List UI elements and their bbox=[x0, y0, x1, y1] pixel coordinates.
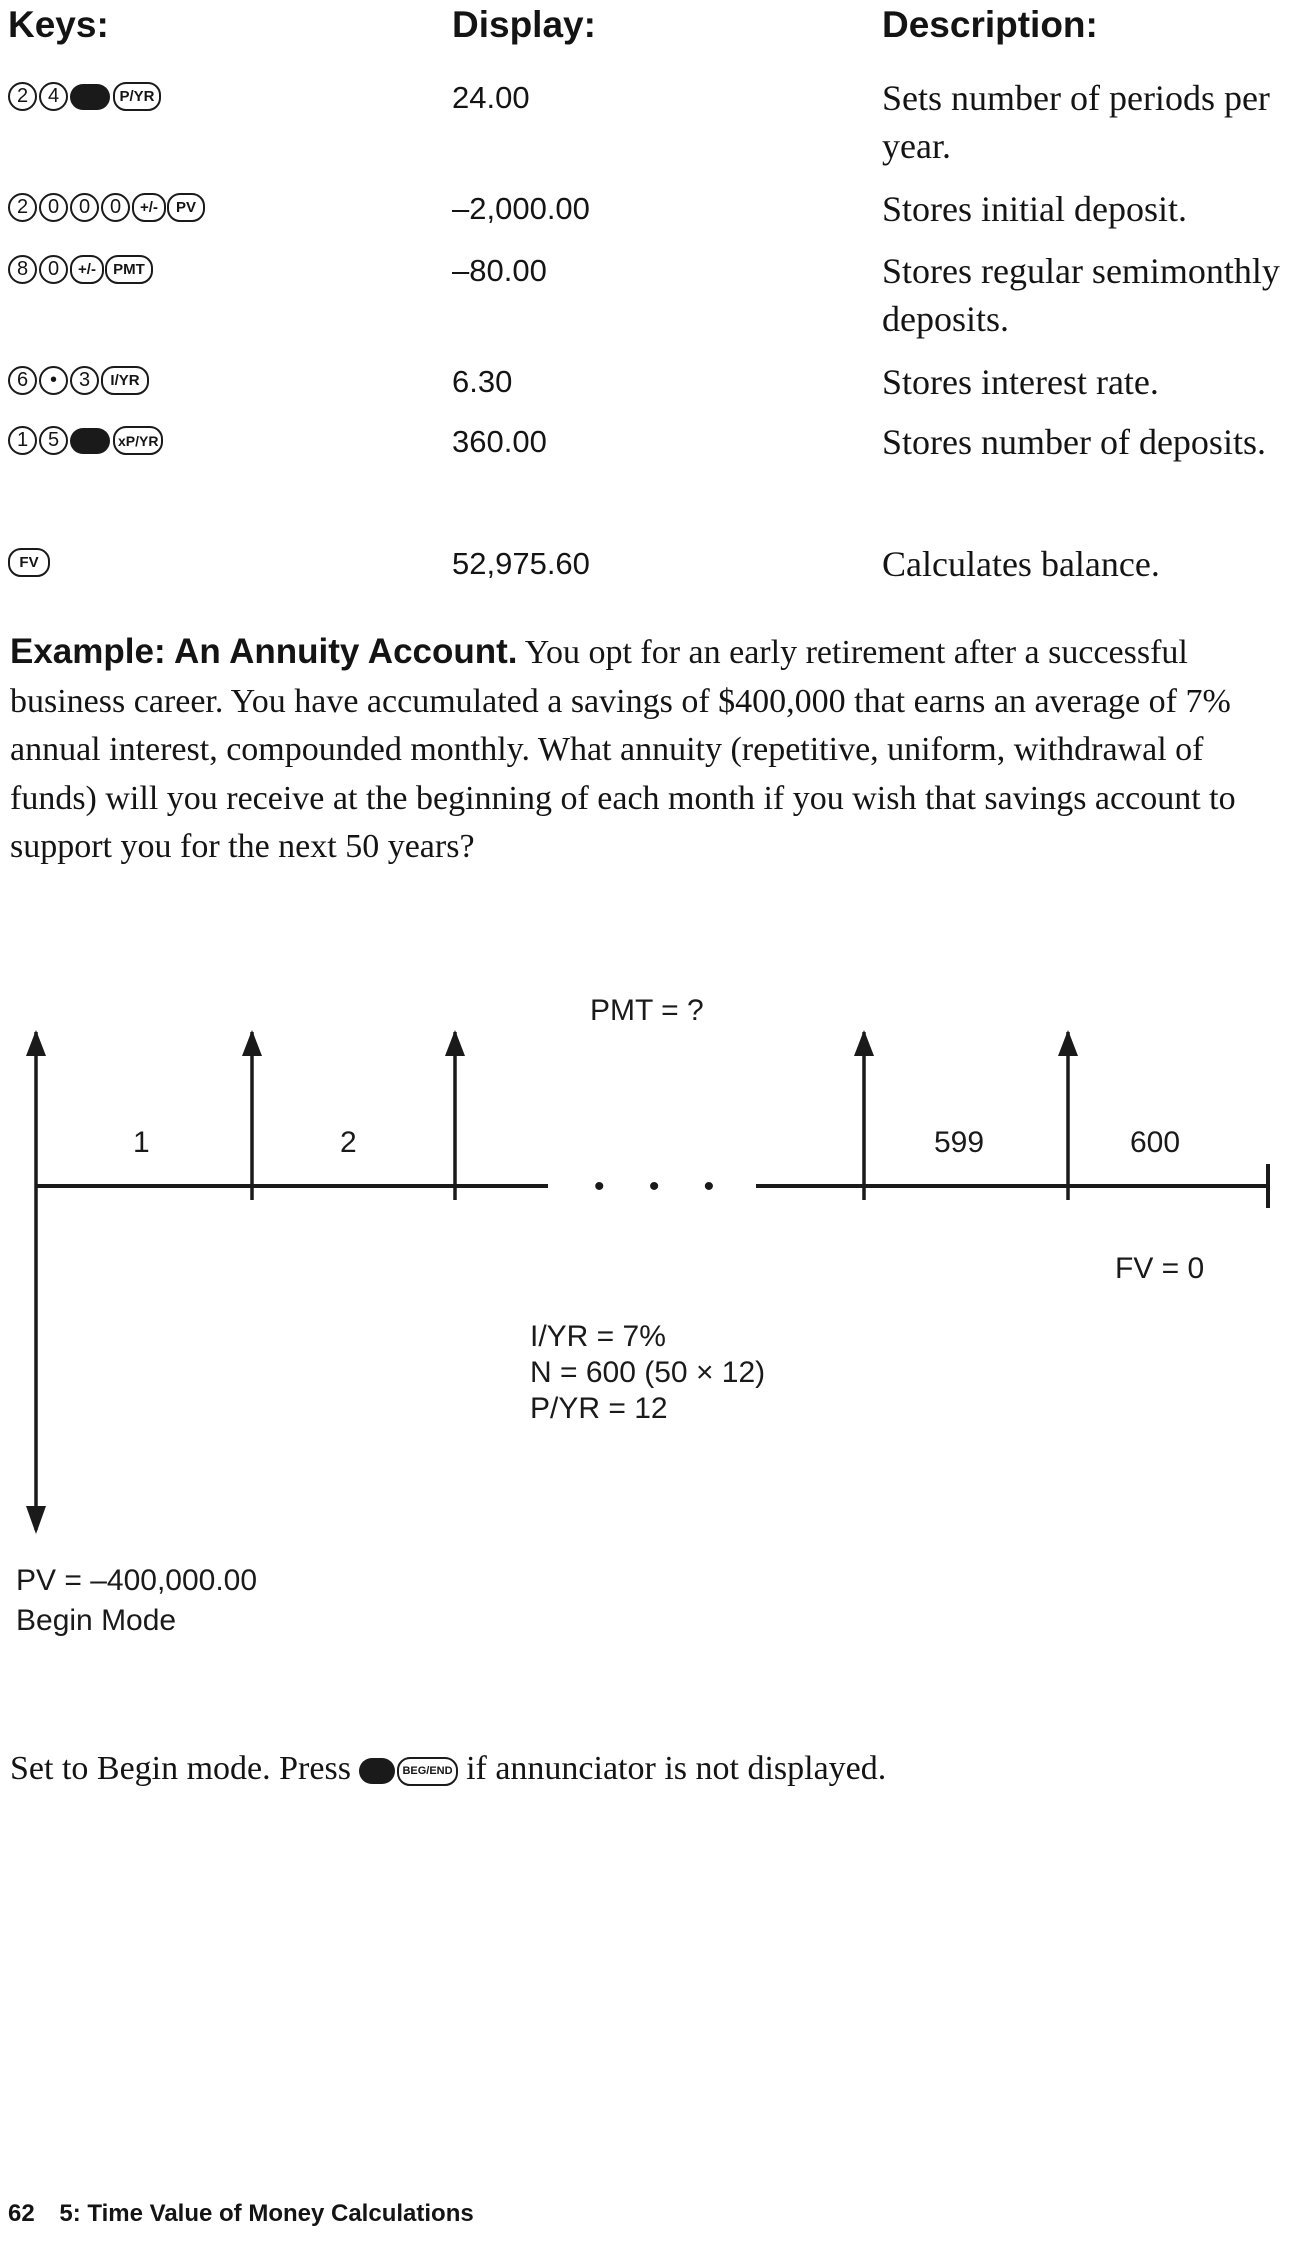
key-iyr: I/YR bbox=[101, 366, 149, 395]
payment-arrows bbox=[26, 1030, 1078, 1200]
key-fv: FV bbox=[8, 548, 50, 577]
arrow-head bbox=[445, 1030, 465, 1056]
example-title: Example: An Annuity Account. bbox=[10, 632, 518, 671]
page-number: 62 bbox=[8, 2200, 35, 2227]
key-xpyr: xP/YR bbox=[113, 426, 163, 455]
display-value: 24.00 bbox=[452, 80, 530, 115]
key-2: 2 bbox=[8, 82, 37, 111]
shift-key bbox=[70, 84, 110, 110]
param-pyr: P/YR = 12 bbox=[530, 1392, 668, 1425]
display-value: 360.00 bbox=[452, 424, 547, 459]
arrow-head bbox=[242, 1030, 262, 1056]
key-pmt: PMT bbox=[105, 255, 153, 284]
key-0: 0 bbox=[39, 193, 68, 222]
description-text: Calculates balance. bbox=[882, 544, 1160, 584]
display-header: Display: bbox=[452, 4, 596, 45]
pmt-label: PMT = ? bbox=[590, 994, 704, 1027]
key-6: 6 bbox=[8, 366, 37, 395]
key-0: 0 bbox=[70, 193, 99, 222]
shift-key bbox=[70, 428, 110, 454]
key-sequence bbox=[8, 255, 153, 284]
mode-label: Begin Mode bbox=[16, 1604, 177, 1637]
pv-arrow bbox=[26, 1186, 46, 1534]
display-value: 6.30 bbox=[452, 364, 513, 399]
param-iyr: I/YR = 7% bbox=[530, 1320, 666, 1353]
display-value: –80.00 bbox=[452, 253, 547, 288]
key-change-sign: +/- bbox=[132, 193, 166, 222]
example-paragraph bbox=[10, 628, 1295, 872]
key-beg-end: BEG/END bbox=[397, 1757, 457, 1786]
description-text: Stores interest rate. bbox=[882, 362, 1159, 402]
key-pv: PV bbox=[167, 193, 205, 222]
key-decimal: • bbox=[39, 366, 68, 395]
chapter-title: 5: Time Value of Money Calculations bbox=[59, 2200, 474, 2227]
key-0: 0 bbox=[39, 255, 68, 284]
shift-key bbox=[359, 1758, 395, 1784]
display-value: –2,000.00 bbox=[452, 191, 590, 226]
period-label: 600 bbox=[1130, 1126, 1181, 1159]
keys-header: Keys: bbox=[8, 4, 109, 45]
description-header: Description: bbox=[882, 4, 1098, 45]
key-sequence bbox=[8, 193, 205, 222]
pv-label: PV = –400,000.00 bbox=[16, 1564, 258, 1597]
key-0: 0 bbox=[101, 193, 130, 222]
key-sequence bbox=[8, 366, 149, 395]
key-8: 8 bbox=[8, 255, 37, 284]
period-label: 2 bbox=[340, 1126, 357, 1159]
ellipsis: • • • bbox=[594, 1170, 733, 1203]
note-text-after: if annunciator is not displayed. bbox=[466, 1750, 887, 1787]
description-text: Sets number of periods per year. bbox=[882, 78, 1270, 166]
page-footer bbox=[8, 2200, 474, 2228]
note-text-before: Set to Begin mode. Press bbox=[10, 1750, 351, 1787]
key-change-sign: +/- bbox=[70, 255, 104, 284]
key-sequence bbox=[8, 82, 161, 111]
key-sequence bbox=[8, 426, 163, 455]
description-text: Stores initial deposit. bbox=[882, 189, 1187, 229]
cash-flow-diagram bbox=[0, 990, 1300, 1640]
key-4: 4 bbox=[39, 82, 68, 111]
description-text: Stores regular semimonthly deposits. bbox=[882, 251, 1280, 339]
key-5: 5 bbox=[39, 426, 68, 455]
key-pyr: P/YR bbox=[113, 82, 161, 111]
key-sequence bbox=[8, 548, 50, 577]
arrow-head bbox=[26, 1030, 46, 1056]
example-text: You opt for an early retirement after a successful business career. You have accumulated a savings of $400,000 that earns an average of 7% annual interest, compounded monthly. What annuity (repetitive, uniform, withdrawal of funds) will you receive at the beginning of each month if you wish that savings account to support you for the next 50 years? bbox=[10, 634, 1236, 865]
begin-mode-note bbox=[10, 1750, 886, 1788]
description-text: Stores number of deposits. bbox=[882, 422, 1266, 462]
key-3: 3 bbox=[70, 366, 99, 395]
param-n: N = 600 (50 × 12) bbox=[530, 1356, 766, 1389]
period-label: 599 bbox=[934, 1126, 985, 1159]
arrow-head bbox=[854, 1030, 874, 1056]
period-label: 1 bbox=[133, 1126, 150, 1159]
key-2: 2 bbox=[8, 193, 37, 222]
display-value: 52,975.60 bbox=[452, 546, 590, 581]
key-1: 1 bbox=[8, 426, 37, 455]
fv-label: FV = 0 bbox=[1115, 1252, 1205, 1285]
arrow-head bbox=[1058, 1030, 1078, 1056]
